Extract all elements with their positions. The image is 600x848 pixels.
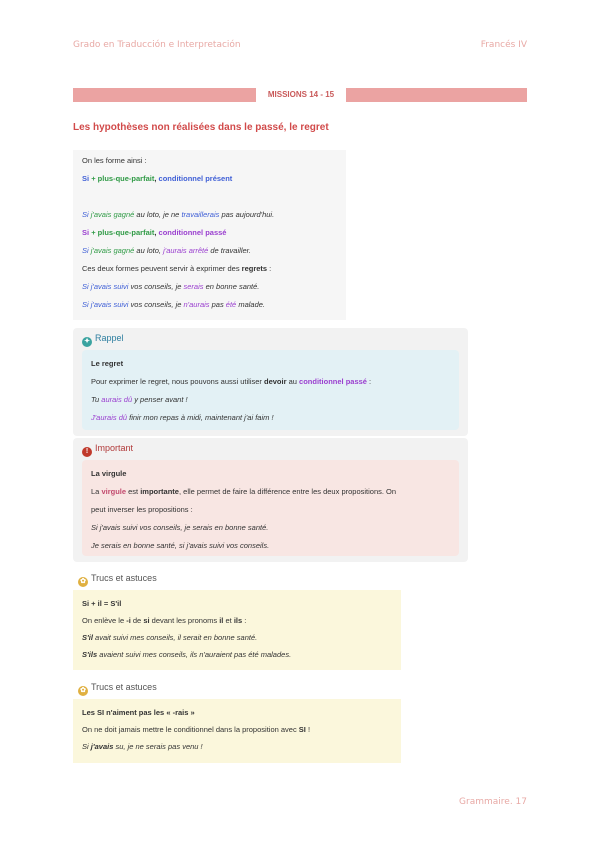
example-passe: Si j'avais gagné au loto, j'aurais arrêté de travailler. xyxy=(82,246,251,255)
important-example-2: Je serais en bonne santé, si j'avais suivi vos conseils. xyxy=(91,541,270,550)
important-text-2: peut inverser les propositions : xyxy=(91,505,193,514)
page-footer: Grammaire. 17 xyxy=(459,797,527,807)
trucs2-example: Si j'avais su, je ne serais pas venu ! xyxy=(82,742,203,751)
header-left: Grado en Traducción e Interpretación xyxy=(73,40,241,50)
header-right: Francés IV xyxy=(480,40,527,50)
rappel-example-2: J'aurais dû finir mon repas à midi, maintenant j'ai faim ! xyxy=(91,413,274,422)
star-icon: ✿ xyxy=(78,577,88,587)
star-icon: ✿ xyxy=(78,686,88,696)
trucs2-sub: Les SI n'aiment pas les « -rais » xyxy=(82,708,195,717)
mission-label: MISSIONS 14 - 15 xyxy=(256,88,346,102)
regret-note: Ces deux formes peuvent servir à exprimer des regrets : xyxy=(82,264,272,273)
important-section xyxy=(73,438,468,562)
trucs2-heading: ✿ Trucs et astuces xyxy=(78,682,157,696)
trucs1-sub: Si + il = S'il xyxy=(82,599,122,608)
rappel-text: Pour exprimer le regret, nous pouvons aussi utiliser devoir au conditionnel passé : xyxy=(91,377,372,386)
lightbulb-icon: ✦ xyxy=(82,337,92,347)
mission-banner xyxy=(73,88,527,102)
trucs1-example-1: S'il avait suivi mes conseils, il serait en bonne santé. xyxy=(82,633,258,642)
example-regret-1: Si j'avais suivi vos conseils, je serais en bonne santé. xyxy=(82,282,260,291)
important-sub: La virgule xyxy=(91,469,127,478)
trucs1-text: On enlève le -i de si devant les pronoms il et ils : xyxy=(82,616,247,625)
trucs1-example-2: S'ils avaient suivi mes conseils, ils n'auraient pas été malades. xyxy=(82,650,292,659)
trucs2-text: On ne doit jamais mettre le conditionnel dans la proposition avec SI ! xyxy=(82,725,311,734)
important-text-1: La virgule est importante, elle permet de faire la différence entre les deux propositions. On xyxy=(91,487,397,496)
trucs1-box xyxy=(73,590,401,670)
important-example-1: Si j'avais suivi vos conseils, je serais en bonne santé. xyxy=(91,523,269,532)
rule-present: Si + plus-que-parfait, conditionnel présent xyxy=(82,174,233,183)
rappel-content xyxy=(82,350,459,430)
rappel-heading: ✦ Rappel xyxy=(82,333,124,347)
intro-text: On les forme ainsi : xyxy=(82,156,147,165)
formation-box xyxy=(73,150,346,320)
rule-passe: Si + plus-que-parfait, conditionnel passé xyxy=(82,228,227,237)
important-heading: ! Important xyxy=(82,443,133,457)
trucs2-box xyxy=(73,699,401,763)
rappel-example-1: Tu aurais dû y penser avant ! xyxy=(91,395,188,404)
rappel-section xyxy=(73,328,468,436)
section-title: Les hypothèses non réalisées dans le passé, le regret xyxy=(73,122,329,133)
example-present: Si j'avais gagné au loto, je ne travaillerais pas aujourd'hui. xyxy=(82,210,275,219)
rappel-sub: Le regret xyxy=(91,359,124,368)
important-content xyxy=(82,460,459,556)
exclamation-icon: ! xyxy=(82,447,92,457)
trucs1-heading: ✿ Trucs et astuces xyxy=(78,573,157,587)
example-regret-2: Si j'avais suivi vos conseils, je n'aurais pas été malade. xyxy=(82,300,266,309)
